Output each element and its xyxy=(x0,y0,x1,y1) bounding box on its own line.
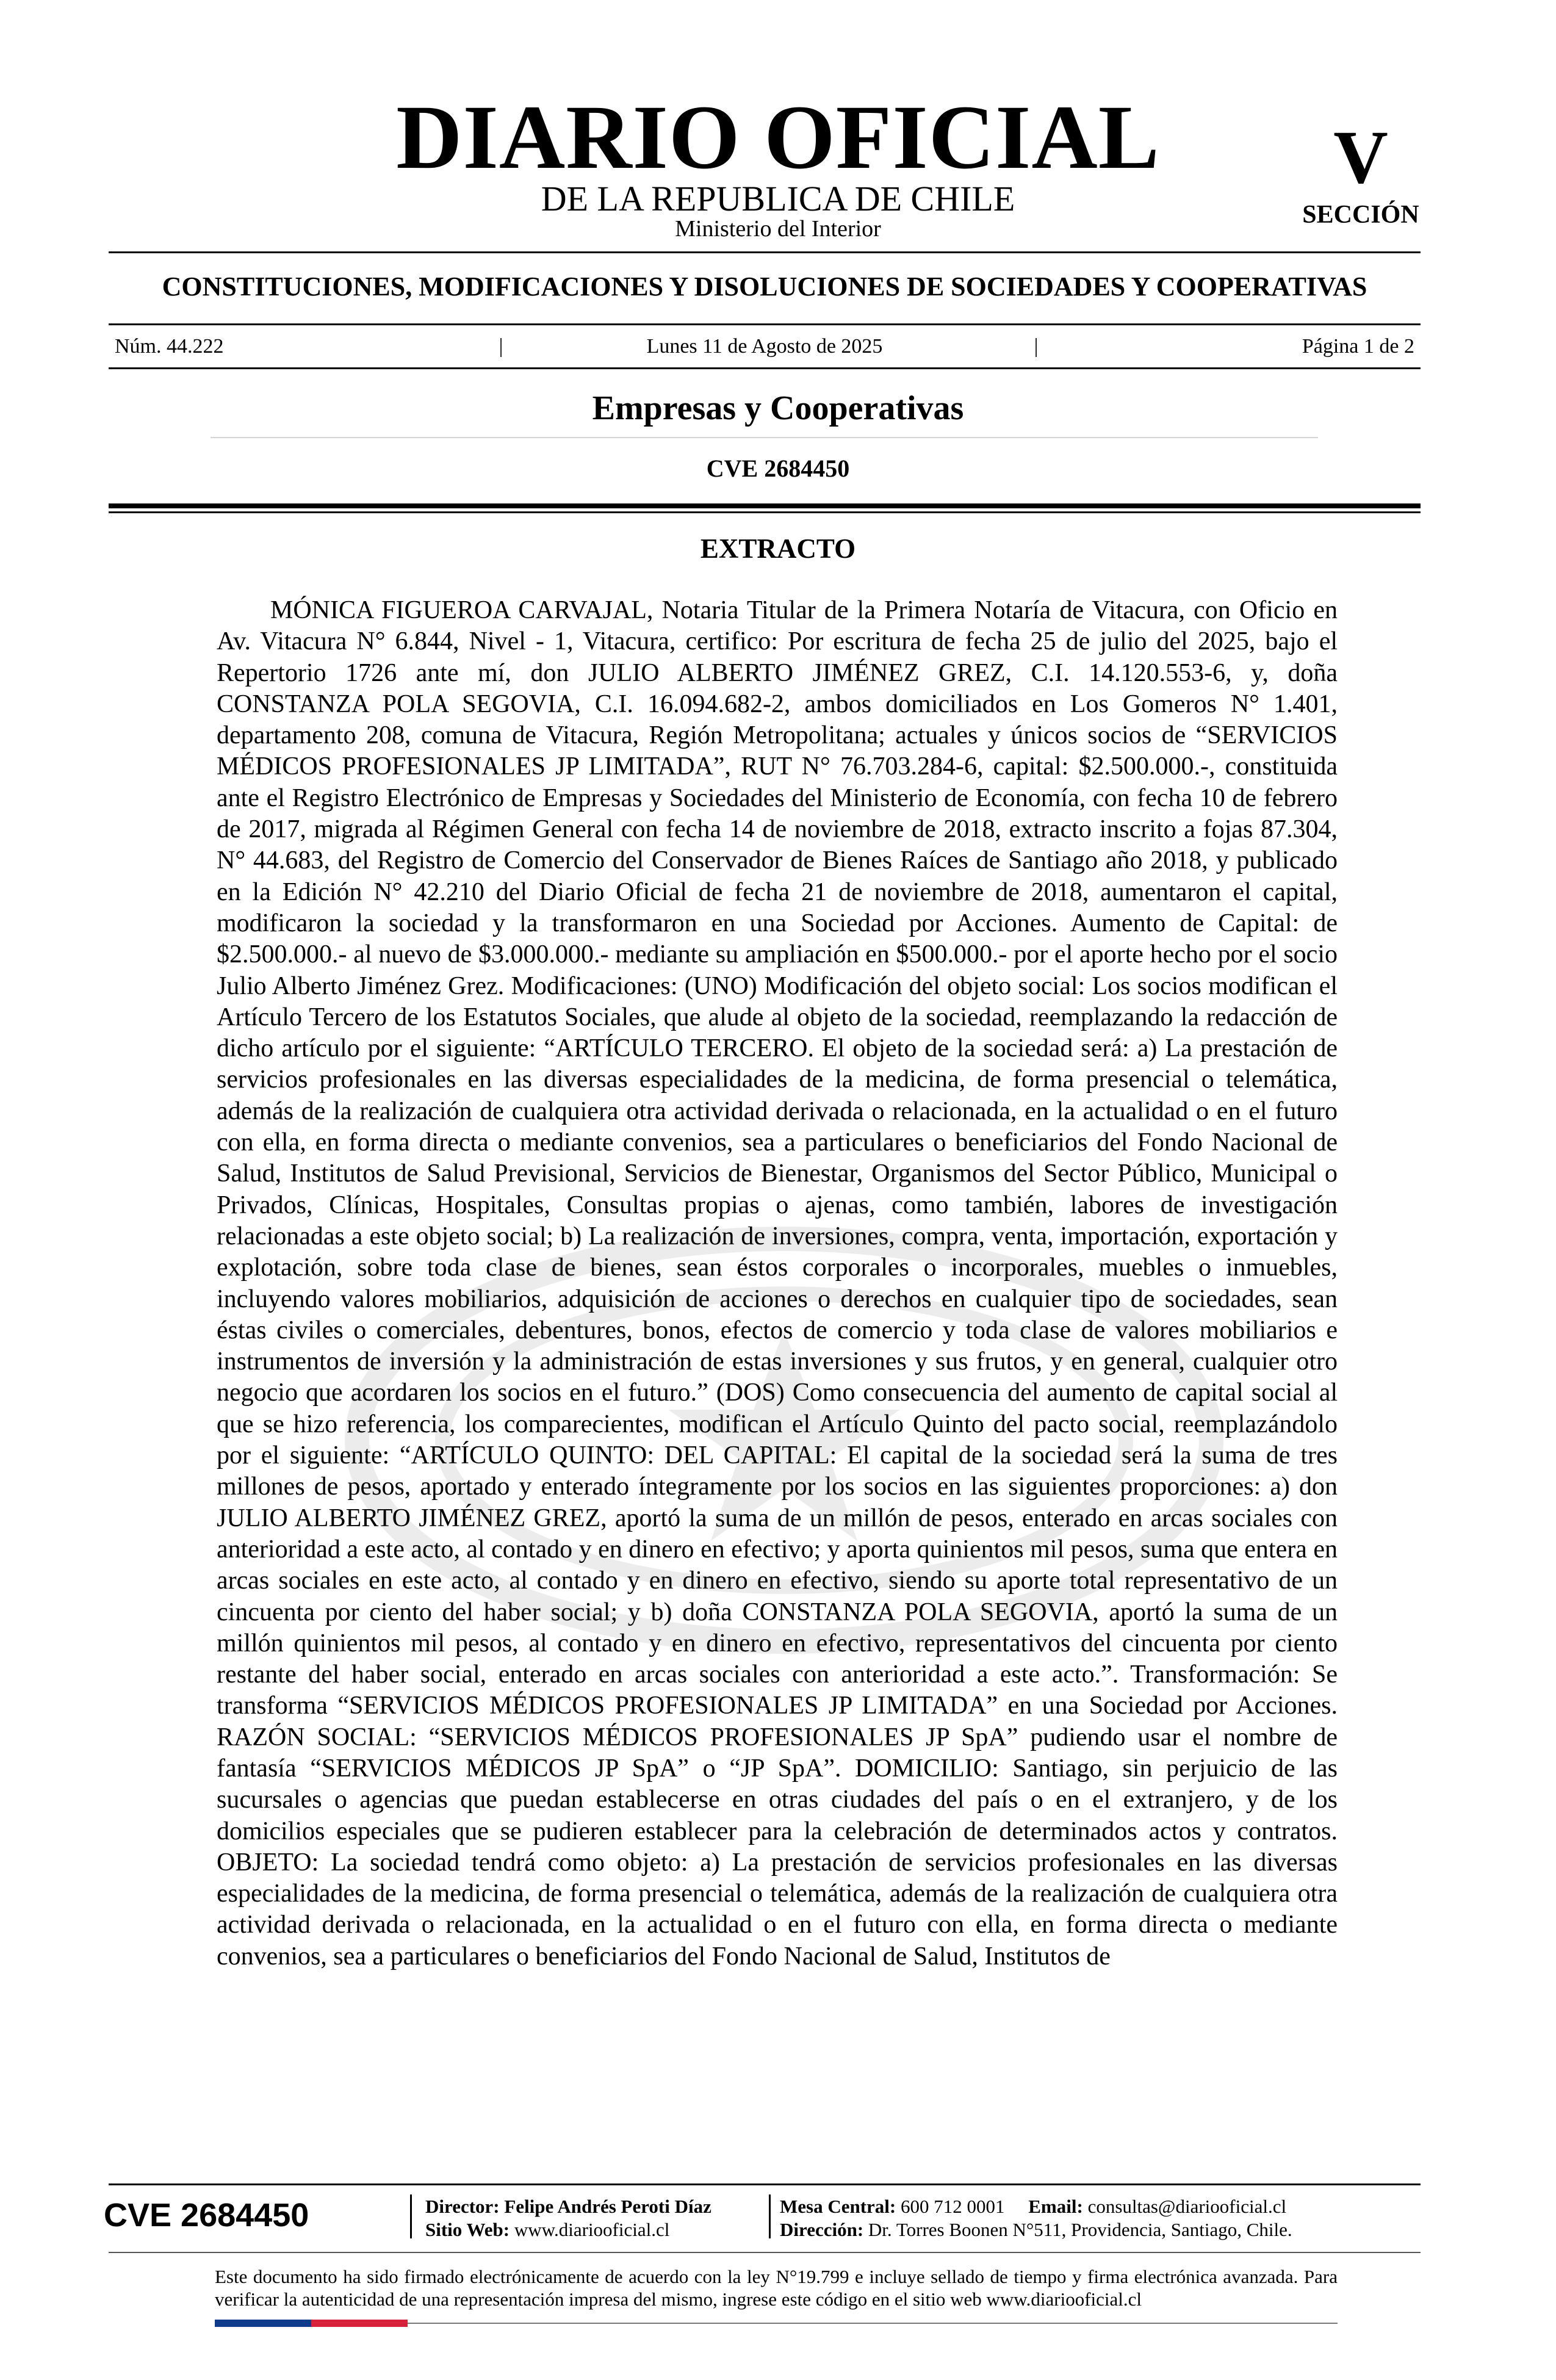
category-heading: CONSTITUCIONES, MODIFICACIONES Y DISOLUCIONES DE SOCIEDADES Y COOPERATIVAS xyxy=(162,272,1367,301)
document-title: EXTRACTO xyxy=(700,533,856,564)
masthead-rule xyxy=(109,251,1421,253)
section-title: Empresas y Cooperativas xyxy=(592,389,964,427)
newspaper-title: DIARIO OFICIAL xyxy=(396,87,1160,188)
footer-divider xyxy=(769,2194,771,2238)
phone-value: 600 712 0001 xyxy=(901,2196,1005,2217)
footer-address xyxy=(780,2219,1292,2241)
issue-metadata-bar xyxy=(109,334,1421,359)
email-label: Email: xyxy=(1028,2196,1083,2217)
address-value: Dr. Torres Boonen N°511, Providencia, Santiago, Chile. xyxy=(868,2219,1292,2240)
email-link[interactable]: consultas@diariooficial.cl xyxy=(1087,2196,1287,2217)
issue-date: Lunes 11 de Agosto de 2025 xyxy=(646,335,883,358)
section-letter: V xyxy=(1333,115,1388,199)
phone-label: Mesa Central: xyxy=(780,2196,896,2217)
footer-divider xyxy=(410,2194,412,2238)
footer-website xyxy=(425,2219,669,2241)
ministry-label: Ministerio del Interior xyxy=(675,216,881,242)
director-name: Felipe Andrés Peroti Díaz xyxy=(504,2196,711,2217)
signature-notice: Este documento ha sido firmado electrónicamente de acuerdo con la ley N°19.799 e incluye sellado de tiempo y firma electrónica avanzada. Para verificar la autenticidad de una representación impresa del mismo, ingrese este código en el sitio web www.diariooficial.cl xyxy=(215,2266,1338,2310)
cve-code: CVE 2684450 xyxy=(706,455,850,482)
website-label: Sitio Web: xyxy=(425,2219,510,2240)
footer-director xyxy=(425,2196,711,2218)
meta-rule xyxy=(109,367,1421,369)
footer-cve-code: CVE 2684450 xyxy=(104,2197,309,2234)
director-label: Director: xyxy=(425,2196,500,2217)
section-divider xyxy=(211,437,1318,438)
category-rule xyxy=(109,323,1421,325)
address-label: Dirección: xyxy=(780,2219,864,2240)
website-link[interactable]: www.diariooficial.cl xyxy=(514,2219,670,2240)
footer-phone-email xyxy=(780,2196,1286,2218)
flag-stripe-blue xyxy=(215,2320,311,2327)
section-word: SECCIÓN xyxy=(1302,201,1419,229)
meta-separator: | xyxy=(1034,335,1039,358)
newspaper-subtitle: DE LA REPUBLICA DE CHILE xyxy=(541,179,1015,218)
heavy-rule-thin xyxy=(109,511,1421,513)
page-indicator: Página 1 de 2 xyxy=(1302,335,1414,358)
heavy-rule xyxy=(109,503,1421,508)
footer-top-rule xyxy=(109,2183,1421,2185)
flag-stripe-red xyxy=(311,2320,408,2327)
issue-number: Núm. 44.222 xyxy=(115,335,224,358)
footer-mid-rule xyxy=(109,2252,1421,2253)
extract-body-text: MÓNICA FIGUEROA CARVAJAL, Notaria Titular de la Primera Notaría de Vitacura, con Oficio en Av. Vitacura N° 6.844, Nivel - 1, Vitacura, certifico: Por escritura de fecha 25 de julio del 2025, bajo el Repertorio 1726 ante mí, don JULIO ALBERTO JIMÉNEZ GREZ, C.I. 14.120.553-6, y, doña CONSTANZA POLA SEGOVIA, C.I. 16.094.682-2, ambos domiciliados en Los Gomeros N° 1.401, departamento 208, comuna de Vitacura, Región Metropolitana; actuales y únicos socios de “SERVICIOS MÉDICOS PROFESIONALES JP LIMITADA”, RUT N° 76.703.284-6, capital: $2.500.000.-, constituida ante el Registro Electrónico de Empresas y Sociedades del Ministerio de Economía, con fecha 10 de febrero de 2017, migrada al Régimen General con fecha 14 de noviembre de 2018, extracto inscrito a fojas 87.304, N° 44.683, del Registro de Comercio del Conservador de Bienes Raíces de Santiago año 2018, y publicado en la Edición N° 42.210 del Diario Oficial de fecha 21 de noviembre de 2018, aumentaron el capital, modificaron la sociedad y la transformaron en una Sociedad por Acciones. Aumento de Capital: de $2.500.000.- al nuevo de $3.000.000.- mediante su ampliación en $500.000.- por el aporte hecho por el socio Julio Alberto Jiménez Grez. Modificaciones: (UNO) Modificación del objeto social: Los socios modifican el Artículo Tercero de los Estatutos Sociales, que alude al objeto de la sociedad, reemplazando la redacción de dicho artículo por el siguiente: “ARTÍCULO TERCERO. El objeto de la sociedad será: a) La prestación de servicios profesionales en las diversas especialidades de la medicina, de forma presencial o telemática, además de la realización de cualquiera otra actividad derivada o relacionada, en la actualidad o en el futuro con ella, en forma directa o mediante convenios, sea a particulares o beneficiarios del Fondo Nacional de Salud, Institutos de Salud Previsional, Servicios de Bienestar, Organismos del Sector Público, Municipal o Privados, Clínicas, Hospitales, Consultas propias o ajenas, como también, labores de investigación relacionadas a este objeto social; b) La realización de inversiones, compra, venta, importación, exportación y explotación, sobre toda clase de bienes, sean éstos corporales o incorporales, muebles o inmuebles, incluyendo valores mobiliarios, adquisición de acciones o derechos en cualquier tipo de sociedades, sean éstas civiles o comerciales, debentures, bonos, efectos de comercio y toda clase de valores mobiliarios e instrumentos de inversión y la administración de estas inversiones y sus frutos, y en general, cualquier otro negocio que acordaren los socios en el futuro.” (DOS) Como consecuencia del aumento de capital social al que se hizo referencia, los comparecientes, modifican el Artículo Quinto del pacto social, reemplazándolo por el siguiente: “ARTÍCULO QUINTO: DEL CAPITAL: El capital de la sociedad será la suma de tres millones de pesos, aportado y enterado íntegramente por los socios en las siguientes proporciones: a) don JULIO ALBERTO JIMÉNEZ GREZ, aportó la suma de un millón de pesos, enterado en arcas sociales con anterioridad a este acto, al contado y en dinero en efectivo; y aporta quinientos mil pesos, suma que entera en arcas sociales en este acto, al contado y en dinero en efectivo, siendo su aporte total representativo de un cincuenta por ciento del haber social; y b) doña CONSTANZA POLA SEGOVIA, aportó la suma de un millón quinientos mil pesos, al contado y en dinero en efectivo, representativos del cincuenta por ciento restante del haber social, enterado en arcas sociales con anterioridad a este acto.”. Transformación: Se transforma “SERVICIOS MÉDICOS PROFESIONALES JP LIMITADA” en una Sociedad por Acciones. RAZÓN SOCIAL: “SERVICIOS MÉDICOS PROFESIONALES JP SpA” pudiendo usar el nombre de fantasía “SERVICIOS MÉDICOS JP SpA” o “JP SpA”. DOMICILIO: Santiago, sin perjuicio de las sucursales o agencias que puedan establecerse en otras ciudades del país o en el extranjero, y de los domicilios especiales que se pudieren establecer para la celebración de determinados actos y contratos. OBJETO: La sociedad tendrá como objeto: a) La prestación de servicios profesionales en las diversas especialidades de la medicina, de forma presencial o telemática, además de la realización de cualquiera otra actividad derivada o relacionada, en la actualidad o en el futuro con ella, en forma directa o mediante convenios, sea a particulares o beneficiarios del Fondo Nacional de Salud, Institutos de xyxy=(217,596,1338,1971)
meta-separator: | xyxy=(499,335,503,358)
